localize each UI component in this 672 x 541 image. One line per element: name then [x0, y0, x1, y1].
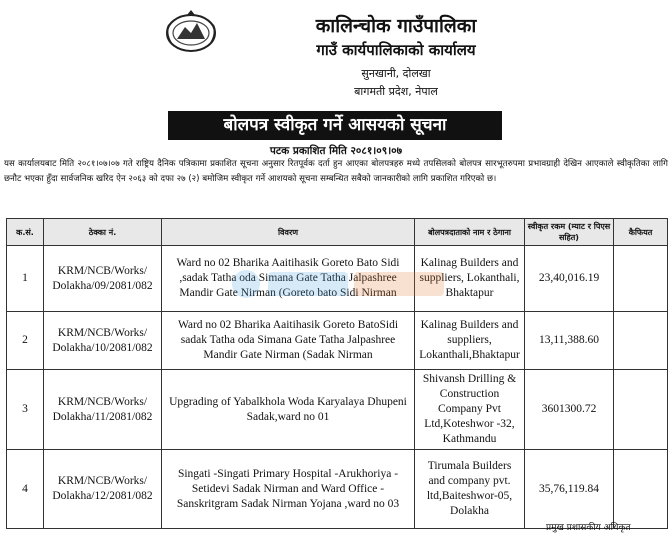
- cell-remarks: [614, 312, 668, 370]
- cell-sn: 4: [7, 450, 44, 529]
- table-row: [7, 370, 668, 450]
- cell-bidder: Kalinag Builders and suppliers, Lokanthali, Bhaktapur: [415, 246, 525, 312]
- cell-bidder: Shivansh Drilling & Construction Company Pvt Ltd,Koteshwor -32, Kathmandu: [415, 370, 525, 450]
- office-location: सुनखानी, दोलखा: [361, 67, 431, 80]
- cell-amount: 13,11,388.60: [525, 312, 614, 370]
- cell-bidder: Kalinag Builders and suppliers, Lokanthali,Bhaktapur: [415, 312, 525, 370]
- office-name: गाउँ कार्यपालिकाको कार्यालय: [316, 41, 476, 59]
- cell-amount: 3601300.72: [525, 370, 614, 450]
- col-header-bidder: बोलपत्रदाताको नाम र ठेगाना: [415, 219, 525, 246]
- cell-remarks: [614, 450, 668, 529]
- table-row: [7, 246, 668, 312]
- cell-remarks: [614, 246, 668, 312]
- municipality-name: कालिन्चोक गाउँपालिका: [315, 15, 477, 37]
- cell-contract: KRM/NCB/Works/ Dolakha/09/2081/082: [44, 246, 162, 312]
- cell-contract: KRM/NCB/Works/ Dolakha/12/2081/082: [44, 450, 162, 529]
- cell-sn: 2: [7, 312, 44, 370]
- col-header-sn: क.सं.: [7, 219, 44, 246]
- cell-contract: KRM/NCB/Works/ Dolakha/11/2081/082: [44, 370, 162, 450]
- col-header-description: विवरण: [162, 219, 415, 246]
- signatory-title: प्रमुख प्रशासकीय अधिकृत: [546, 523, 631, 533]
- letterhead: [0, 0, 672, 108]
- publish-date: पटक प्रकाशित मिति २०८१।०९।०७: [269, 145, 403, 157]
- table-row: [7, 312, 668, 370]
- cell-amount: 35,76,119.84: [525, 450, 614, 529]
- cell-remarks: [614, 370, 668, 450]
- col-header-contract: ठेक्का नं.: [44, 219, 162, 246]
- table-row: [7, 450, 668, 529]
- cell-description: Upgrading of Yabalkhola Woda Karyalaya Dhupeni Sadak,ward no 01: [162, 370, 415, 450]
- col-header-amount: स्वीकृत रकम (म्याट र पिएस सहित): [525, 219, 614, 246]
- bid-table: [6, 218, 668, 529]
- cell-description: Ward no 02 Bharika Aaitihasik Goreto Bato Sidi ,sadak Tatha oda Simana Gate Tatha Jalpashree Mandir Gate Nirman (Goreto bato Sidi Nirman: [162, 246, 415, 312]
- province: बागमती प्रदेश, नेपाल: [354, 85, 438, 98]
- cell-description: Ward no 02 Bharika Aaitihasik Goreto BatoSidi sadak Tatha oda Simana Gate Tatha Jalpashree Mandir Gate Nirman (Sadak Nirman: [162, 312, 415, 370]
- cell-bidder: Tirumala Builders and company pvt. ltd,Baiteshwor-05, Dolakha: [415, 450, 525, 529]
- cell-amount: 23,40,016.19: [525, 246, 614, 312]
- table-header-row: [7, 219, 668, 246]
- cell-sn: 3: [7, 370, 44, 450]
- notice-body: यस कार्यालयबाट मिति २०८१।०७।०७ गते राष्ट्रिय दैनिक पत्रिकामा प्रकाशित सूचना अनुसार रितपूर्वक दर्ता हुन आएका बोलपत्रहरु मध्ये तपसिलको बोलपत्र सारभूतरुपमा प्रभावग्राही देखिन आएकाले स्वीकृतिका लागि छनौट भएका हुँदा सार्वजनिक खरिद ऐन २०६३ को दफा २७ (२) बमोजिम स्वीकृत गर्ने आशयको सूचना सम्बन्धित सबैको जानकारीको लागि प्रकाशित गरिएको छ।: [4, 159, 668, 184]
- notice-title: बोलपत्र स्वीकृत गर्ने आसयको सूचना: [168, 111, 502, 140]
- cell-description: Singati -Singati Primary Hospital -Arukhoriya -Setidevi Sadak Nirman and Ward Office - Sanskritgram Sadak Nirman Yojana ,ward no 03: [162, 450, 415, 529]
- col-header-remarks: कैफियत: [614, 219, 668, 246]
- cell-sn: 1: [7, 246, 44, 312]
- cell-contract: KRM/NCB/Works/ Dolakha/10/2081/082: [44, 312, 162, 370]
